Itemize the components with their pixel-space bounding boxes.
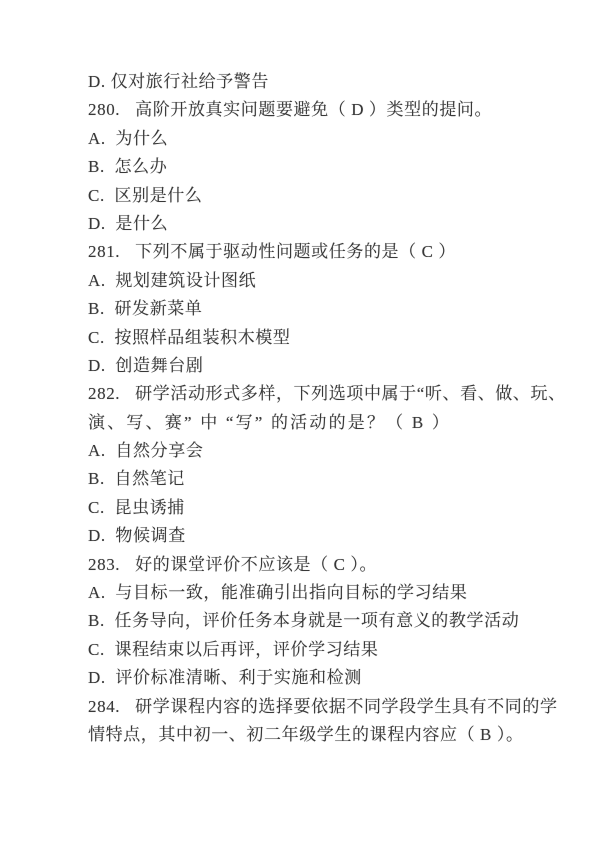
question-stem-text: 研学课程内容的选择要依据不同学段学生具有不同的学 [135, 696, 558, 716]
question-number: 281. [88, 242, 121, 262]
option-line: D. 评价标准清晰、利于实施和检测 [88, 668, 362, 688]
question-stem-line [88, 693, 558, 721]
option-line: C. 昆虫诱捕 [88, 497, 185, 517]
option-line: D. 仅对旅行社给予警告 [88, 72, 269, 91]
question-stem-line [88, 551, 540, 579]
question-stem-line: 情特点，其中初一、初二年级学生的课程内容应（ B ）。 [88, 724, 524, 744]
option-line: B. 自然笔记 [88, 469, 185, 489]
document-content [88, 68, 566, 749]
question-stem-text: 下列不属于驱动性问题或任务的是（ C ） [135, 242, 456, 262]
option-line: A. 为什么 [88, 128, 169, 148]
option-line: B. 任务导向，评价任务本身就是一项有意义的教学活动 [88, 611, 520, 631]
option-line: C. 课程结束以后再评，评价学习结果 [88, 639, 379, 659]
question-stem-text: 研学活动形式多样，下列选项中属于“听、看、做、玩、 [135, 384, 566, 404]
question-number: 282. [88, 384, 121, 404]
question-stem-line [88, 96, 540, 124]
option-line: A. 规划建筑设计图纸 [88, 270, 257, 290]
option-line: C. 区别是什么 [88, 185, 203, 205]
option-line: D. 是什么 [88, 213, 169, 233]
question-number: 283. [88, 554, 121, 574]
option-line: D. 物候调查 [88, 526, 186, 546]
option-line: A. 与目标一致，能准确引出指向目标的学习结果 [88, 583, 468, 603]
question-stem-text: 好的课堂评价不应该是（ C ）。 [135, 554, 378, 574]
option-line: B. 怎么办 [88, 157, 168, 177]
question-stem-line: 演、写、赛” 中 “写” 的活动的是？（ B ） [88, 412, 452, 432]
question-number: 280. [88, 100, 121, 120]
question-number: 284. [88, 696, 121, 716]
question-stem-text: 高阶开放真实问题要避免（ D ）类型的提问。 [135, 100, 493, 120]
option-line: A. 自然分享会 [88, 441, 204, 461]
option-line: B. 研发新菜单 [88, 299, 203, 319]
question-stem-line [88, 380, 566, 408]
option-line: D. 创造舞台剧 [88, 355, 204, 375]
option-line: C. 按照样品组装积木模型 [88, 327, 291, 347]
question-stem-line [88, 238, 540, 266]
